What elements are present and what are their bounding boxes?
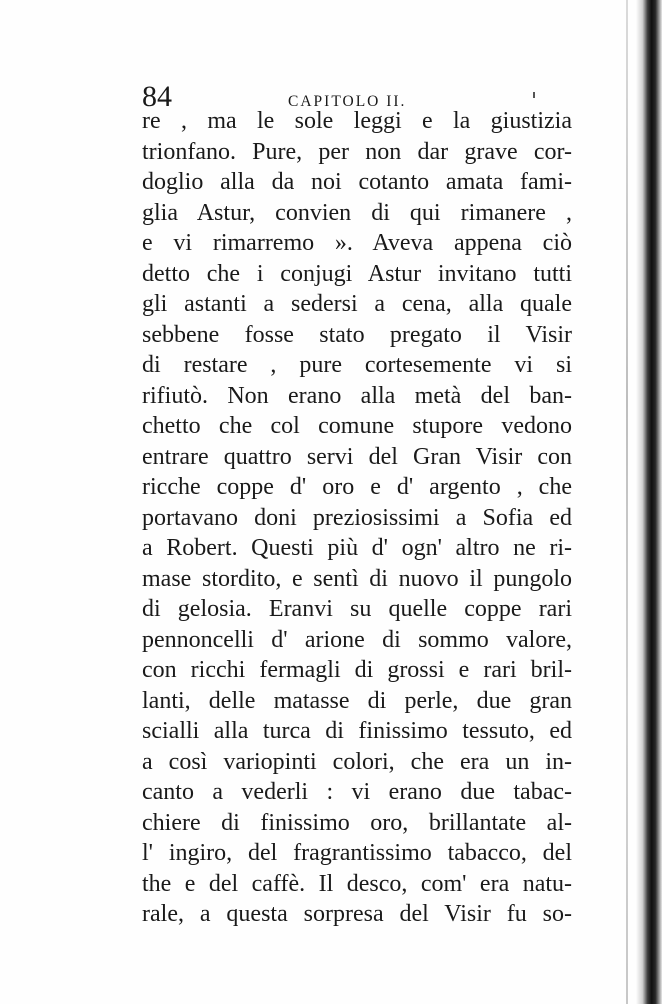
text-line: entrare quattro servi del Gran Visir con bbox=[142, 443, 572, 470]
text-line: rifiutò. Non erano alla metà del ban- bbox=[142, 382, 572, 409]
text-line: chetto che col comune stupore vedono bbox=[142, 413, 572, 439]
text-line: di gelosia. Eranvi su quelle coppe rari bbox=[142, 596, 572, 622]
text-line: e vi rimarremo ». Aveva appena ciò bbox=[142, 230, 572, 256]
text-line: trionfano. Pure, per non dar grave cor- bbox=[142, 138, 572, 165]
print-speck bbox=[533, 92, 535, 98]
page-number: 84 bbox=[142, 80, 172, 113]
text-line: con ricchi fermagli di grossi e rari bril- bbox=[142, 657, 572, 683]
text-line: doglio alla da noi cotanto amata fami- bbox=[142, 169, 572, 195]
text-line: the e del caffè. Il desco, com' era natu- bbox=[142, 870, 572, 897]
text-line: pennoncelli d' arione di sommo valore, bbox=[142, 626, 572, 653]
text-line: glia Astur, convien di qui rimanere , bbox=[142, 199, 572, 226]
body-text bbox=[142, 106, 572, 930]
text-line: sebbene fosse stato pregato il Visir bbox=[142, 321, 572, 348]
text-line: detto che i conjugi Astur invitano tutti bbox=[142, 260, 572, 287]
text-line: canto a vederli : vi erano due tabac- bbox=[142, 779, 572, 805]
text-line: di restare , pure cortesemente vi si bbox=[142, 352, 572, 378]
text-line: rale, a questa sorpresa del Visir fu so- bbox=[142, 901, 572, 927]
text-line: portavano doni preziosissimi a Sofia ed bbox=[142, 504, 572, 531]
text-line: chiere di finissimo oro, brillantate al- bbox=[142, 809, 572, 836]
text-line: a così variopinti colori, che era un in- bbox=[142, 748, 572, 775]
text-line: lanti, delle matasse di perle, due gran bbox=[142, 687, 572, 714]
text-line: a Robert. Questi più d' ogn' altro ne ri- bbox=[142, 535, 572, 561]
text-line: ricche coppe d' oro e d' argento , che bbox=[142, 474, 572, 500]
binding-shadow bbox=[626, 0, 628, 1004]
text-line: mase stordito, e sentì di nuovo il pungolo bbox=[142, 565, 572, 592]
binding-edge bbox=[636, 0, 662, 1004]
text-line: l' ingiro, del fragrantissimo tabacco, del bbox=[142, 840, 572, 866]
text-line: gli astanti a sedersi a cena, alla quale bbox=[142, 291, 572, 317]
text-line: scialli alla turca di finissimo tessuto, ed bbox=[142, 718, 572, 744]
text-line: re , ma le sole leggi e la giustizia bbox=[142, 108, 572, 134]
running-head: CAPITOLO II. bbox=[288, 93, 407, 110]
